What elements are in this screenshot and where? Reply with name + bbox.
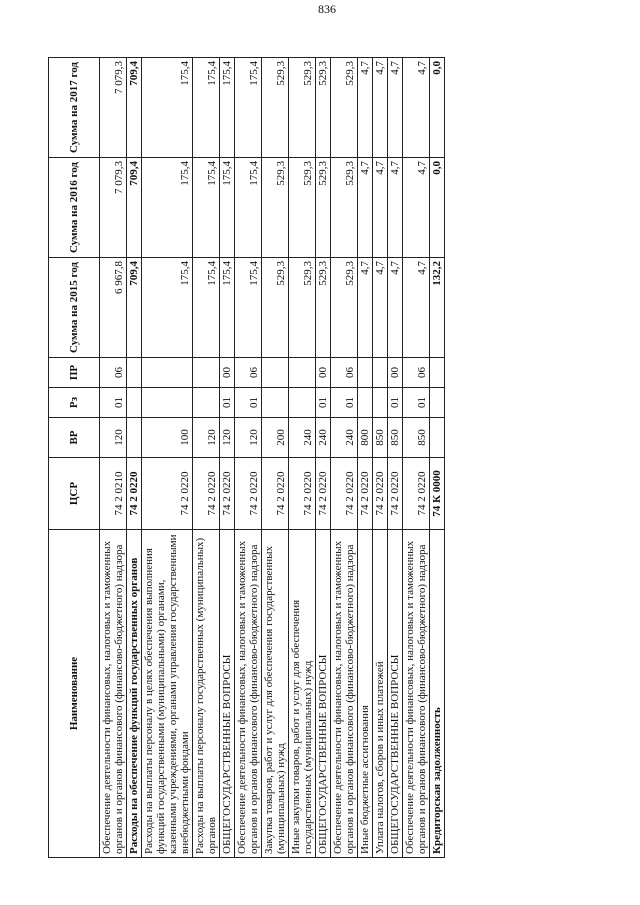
- page-number: 836: [318, 2, 336, 16]
- row-csr-cell: 74 2 0220: [193, 458, 220, 530]
- row-pr-cell: [193, 358, 220, 388]
- row-rz-cell: 01: [331, 388, 358, 418]
- row-sum-2016-cell: 4,7: [358, 158, 373, 258]
- row-sum-2016-cell: 709,4: [127, 158, 142, 258]
- row-sum-2017-cell: 529,3: [262, 58, 289, 158]
- column-header: Сумма на 2016 год: [49, 158, 100, 258]
- row-sum-2015-cell: 175,4: [220, 258, 235, 358]
- row-sum-2016-cell: 0,0: [430, 158, 445, 258]
- table-row: [373, 58, 388, 858]
- column-header: Наименование: [49, 530, 100, 858]
- row-rz-cell: 01: [100, 388, 127, 418]
- table-row: [430, 58, 445, 858]
- row-name-cell: Расходы на обеспечение функций государственных органов: [127, 530, 142, 858]
- row-name-cell: Расходы на выплаты персоналу в целях обеспечения выполнения функций государственными (муниципальными) органами, казенными учреждениями, органами управления государственными внебюджетными фондами: [142, 530, 193, 858]
- row-rz-cell: 01: [316, 388, 331, 418]
- table-row: [142, 58, 193, 858]
- row-sum-2016-cell: 529,3: [316, 158, 331, 258]
- row-sum-2016-cell: 529,3: [331, 158, 358, 258]
- row-name-cell: Кредиторская задолженность: [430, 530, 445, 858]
- row-sum-2015-cell: 529,3: [289, 258, 316, 358]
- row-name-cell: ОБЩЕГОСУДАРСТВЕННЫЕ ВОПРОСЫ: [388, 530, 403, 858]
- row-csr-cell: 74 2 0220: [388, 458, 403, 530]
- row-sum-2017-cell: 0,0: [430, 58, 445, 158]
- row-sum-2015-cell: 529,3: [331, 258, 358, 358]
- row-sum-2016-cell: 175,4: [220, 158, 235, 258]
- row-sum-2015-cell: 175,4: [235, 258, 262, 358]
- row-csr-cell: 74 2 0220: [403, 458, 430, 530]
- row-rz-cell: [430, 388, 445, 418]
- row-csr-cell: 74 2 0220: [142, 458, 193, 530]
- row-vr-cell: 800: [358, 418, 373, 458]
- row-sum-2015-cell: 4,7: [373, 258, 388, 358]
- row-csr-cell: 74 2 0220: [358, 458, 373, 530]
- row-sum-2015-cell: 132,2: [430, 258, 445, 358]
- row-vr-cell: 200: [262, 418, 289, 458]
- row-sum-2016-cell: 4,7: [388, 158, 403, 258]
- table-row: [262, 58, 289, 858]
- row-csr-cell: 74 2 0220: [127, 458, 142, 530]
- table-row: [127, 58, 142, 858]
- table-body: [100, 58, 445, 858]
- row-pr-cell: 00: [316, 358, 331, 388]
- row-csr-cell: 74 2 0220: [220, 458, 235, 530]
- row-sum-2017-cell: 175,4: [142, 58, 193, 158]
- row-rz-cell: [127, 388, 142, 418]
- table-row: [358, 58, 373, 858]
- column-header: Сумма на 2015 год: [49, 258, 100, 358]
- row-name-cell: ОБЩЕГОСУДАРСТВЕННЫЕ ВОПРОСЫ: [220, 530, 235, 858]
- row-name-cell: ОБЩЕГОСУДАРСТВЕННЫЕ ВОПРОСЫ: [316, 530, 331, 858]
- row-sum-2017-cell: 175,4: [235, 58, 262, 158]
- row-sum-2016-cell: 529,3: [262, 158, 289, 258]
- row-sum-2016-cell: 4,7: [403, 158, 430, 258]
- rotated-table-wrapper: [48, 58, 583, 858]
- row-sum-2017-cell: 529,3: [316, 58, 331, 158]
- row-sum-2015-cell: 6 967,8: [100, 258, 127, 358]
- row-rz-cell: [373, 388, 388, 418]
- row-csr-cell: 74 2 0220: [262, 458, 289, 530]
- row-rz-cell: [193, 388, 220, 418]
- row-sum-2015-cell: 175,4: [193, 258, 220, 358]
- row-sum-2015-cell: 175,4: [142, 258, 193, 358]
- budget-table: [48, 57, 445, 858]
- row-csr-cell: 74 К 0000: [430, 458, 445, 530]
- row-vr-cell: [430, 418, 445, 458]
- column-header: ВР: [49, 418, 100, 458]
- row-sum-2017-cell: 175,4: [193, 58, 220, 158]
- row-sum-2015-cell: 709,4: [127, 258, 142, 358]
- row-name-cell: Обеспечение деятельности финансовых, налоговых и таможенных органов и органов финансового (финансово-бюджетного) надзора: [403, 530, 430, 858]
- row-pr-cell: [289, 358, 316, 388]
- row-sum-2017-cell: 529,3: [331, 58, 358, 158]
- table-row: [289, 58, 316, 858]
- row-csr-cell: 74 2 0220: [289, 458, 316, 530]
- row-name-cell: Расходы на выплаты персоналу государственных (муниципальных) органов: [193, 530, 220, 858]
- row-rz-cell: [262, 388, 289, 418]
- row-csr-cell: 74 2 0210: [100, 458, 127, 530]
- row-vr-cell: 120: [193, 418, 220, 458]
- row-pr-cell: [373, 358, 388, 388]
- row-sum-2016-cell: 7 079,3: [100, 158, 127, 258]
- column-header: ЦСР: [49, 458, 100, 530]
- row-pr-cell: [358, 358, 373, 388]
- row-sum-2015-cell: 529,3: [316, 258, 331, 358]
- row-vr-cell: 120: [100, 418, 127, 458]
- column-header: ПР: [49, 358, 100, 388]
- row-pr-cell: [430, 358, 445, 388]
- row-name-cell: Иные бюджетные ассигнования: [358, 530, 373, 858]
- row-csr-cell: 74 2 0220: [316, 458, 331, 530]
- row-sum-2016-cell: 4,7: [373, 158, 388, 258]
- row-sum-2016-cell: 175,4: [193, 158, 220, 258]
- row-rz-cell: [289, 388, 316, 418]
- table-row: [235, 58, 262, 858]
- table-header-row: [49, 58, 100, 858]
- row-pr-cell: [142, 358, 193, 388]
- row-pr-cell: 06: [235, 358, 262, 388]
- row-sum-2016-cell: 529,3: [289, 158, 316, 258]
- row-sum-2015-cell: 4,7: [358, 258, 373, 358]
- row-name-cell: Иные закупки товаров, работ и услуг для обеспечения государственных (муниципальных) нужд: [289, 530, 316, 858]
- row-sum-2015-cell: 4,7: [403, 258, 430, 358]
- row-sum-2017-cell: 4,7: [388, 58, 403, 158]
- row-rz-cell: 01: [235, 388, 262, 418]
- row-vr-cell: 120: [235, 418, 262, 458]
- row-vr-cell: 240: [316, 418, 331, 458]
- row-sum-2015-cell: 529,3: [262, 258, 289, 358]
- row-vr-cell: 240: [289, 418, 316, 458]
- row-rz-cell: [358, 388, 373, 418]
- row-pr-cell: 06: [403, 358, 430, 388]
- row-csr-cell: 74 2 0220: [331, 458, 358, 530]
- row-pr-cell: 06: [100, 358, 127, 388]
- table-row: [100, 58, 127, 858]
- row-sum-2017-cell: 529,3: [289, 58, 316, 158]
- row-name-cell: Закупка товаров, работ и услуг для обеспечения государственных (муниципальных) нужд: [262, 530, 289, 858]
- row-rz-cell: 01: [388, 388, 403, 418]
- row-name-cell: Обеспечение деятельности финансовых, налоговых и таможенных органов и органов финансового (финансово-бюджетного) надзора: [100, 530, 127, 858]
- row-name-cell: Обеспечение деятельности финансовых, налоговых и таможенных органов и органов финансового (финансово-бюджетного) надзора: [331, 530, 358, 858]
- table-row: [388, 58, 403, 858]
- row-rz-cell: 01: [220, 388, 235, 418]
- row-pr-cell: [262, 358, 289, 388]
- row-vr-cell: 120: [220, 418, 235, 458]
- table-row: [193, 58, 220, 858]
- row-sum-2017-cell: 7 079,3: [100, 58, 127, 158]
- row-vr-cell: 850: [388, 418, 403, 458]
- row-pr-cell: 06: [331, 358, 358, 388]
- row-rz-cell: 01: [403, 388, 430, 418]
- row-pr-cell: 00: [388, 358, 403, 388]
- row-pr-cell: 00: [220, 358, 235, 388]
- column-header: Сумма на 2017 год: [49, 58, 100, 158]
- row-sum-2016-cell: 175,4: [235, 158, 262, 258]
- row-csr-cell: 74 2 0220: [373, 458, 388, 530]
- row-sum-2017-cell: 709,4: [127, 58, 142, 158]
- row-name-cell: Уплата налогов, сборов и иных платежей: [373, 530, 388, 858]
- row-sum-2017-cell: 4,7: [403, 58, 430, 158]
- row-pr-cell: [127, 358, 142, 388]
- row-vr-cell: 100: [142, 418, 193, 458]
- table-row: [220, 58, 235, 858]
- row-rz-cell: [142, 388, 193, 418]
- row-sum-2017-cell: 4,7: [373, 58, 388, 158]
- table-row: [403, 58, 430, 858]
- row-csr-cell: 74 2 0220: [235, 458, 262, 530]
- row-vr-cell: 850: [403, 418, 430, 458]
- column-header: Рз: [49, 388, 100, 418]
- table-row: [316, 58, 331, 858]
- row-vr-cell: 240: [331, 418, 358, 458]
- row-sum-2017-cell: 175,4: [220, 58, 235, 158]
- row-sum-2016-cell: 175,4: [142, 158, 193, 258]
- table-row: [331, 58, 358, 858]
- row-vr-cell: 850: [373, 418, 388, 458]
- row-sum-2017-cell: 4,7: [358, 58, 373, 158]
- row-name-cell: Обеспечение деятельности финансовых, налоговых и таможенных органов и органов финансового (финансово-бюджетного) надзора: [235, 530, 262, 858]
- row-vr-cell: [127, 418, 142, 458]
- row-sum-2015-cell: 4,7: [388, 258, 403, 358]
